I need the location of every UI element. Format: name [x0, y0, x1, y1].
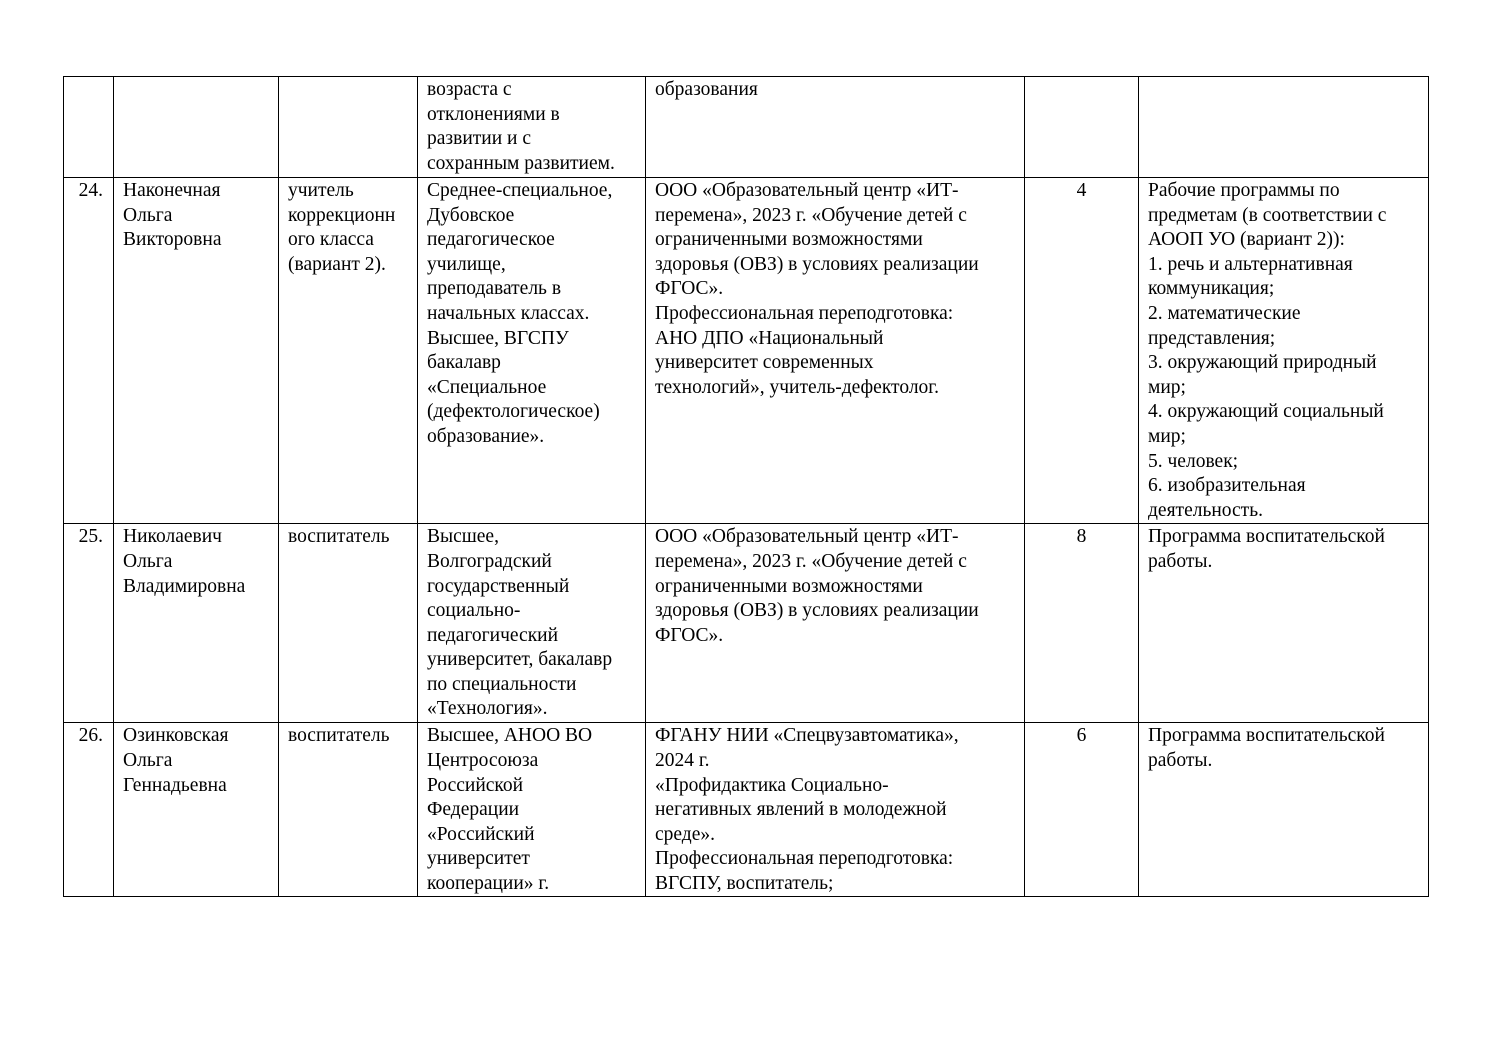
table-row [64, 524, 1429, 723]
training: ООО «Образовательный центр «ИТ- перемена», 2023 г. «Обучение детей с ограниченными возможностями здоровья (ОВЗ) в условиях реализации ФГОС». Профессиональная переподготовка: АНО ДПО «Национальный университет современных технологий», учитель-дефектолог. [646, 178, 1025, 524]
row-number: 25. [64, 524, 114, 723]
experience [1025, 77, 1139, 178]
table-row [64, 723, 1429, 897]
teacher-name [114, 77, 279, 178]
row-number [64, 77, 114, 178]
programs: Программа воспитательской работы. [1139, 723, 1429, 897]
education: Среднее-специальное, Дубовское педагогическое училище, преподаватель в начальных классах. Высшее, ВГСПУ бакалавр «Специальное (дефектологическое) образование». [418, 178, 646, 524]
programs [1139, 77, 1429, 178]
table-row [64, 77, 1429, 178]
experience: 6 [1025, 723, 1139, 897]
position [279, 77, 418, 178]
experience: 8 [1025, 524, 1139, 723]
table-row [64, 178, 1429, 524]
position: воспитатель [279, 524, 418, 723]
education: возраста с отклонениями в развитии и с сохранным развитием. [418, 77, 646, 178]
education: Высшее, АНОО ВО Центросоюза Российской Федерации «Российский университет кооперации» г. [418, 723, 646, 897]
staff-table [63, 76, 1429, 897]
row-number: 26. [64, 723, 114, 897]
training: образования [646, 77, 1025, 178]
training: ФГАНУ НИИ «Спецвузавтоматика», 2024 г. «Профидактика Социально- негативных явлений в молодежной среде». Профессиональная переподготовка: ВГСПУ, воспитатель; [646, 723, 1025, 897]
education: Высшее, Волгоградский государственный социально- педагогический университет, бакалавр по специальности «Технология». [418, 524, 646, 723]
teacher-name: Озинковская Ольга Геннадьевна [114, 723, 279, 897]
teacher-name: Наконечная Ольга Викторовна [114, 178, 279, 524]
training: ООО «Образовательный центр «ИТ- перемена», 2023 г. «Обучение детей с ограниченными возможностями здоровья (ОВЗ) в условиях реализации ФГОС». [646, 524, 1025, 723]
programs: Программа воспитательской работы. [1139, 524, 1429, 723]
experience: 4 [1025, 178, 1139, 524]
position: воспитатель [279, 723, 418, 897]
row-number: 24. [64, 178, 114, 524]
programs: Рабочие программы по предметам (в соответствии с АООП УО (вариант 2)): 1. речь и альтернативная коммуникация; 2. математические представления; 3. окружающий природный мир; 4. окружающий социальный мир; 5. человек; 6. изобразительная деятельность. [1139, 178, 1429, 524]
position: учитель коррекционн ого класса (вариант 2). [279, 178, 418, 524]
teacher-name: Николаевич Ольга Владимировна [114, 524, 279, 723]
